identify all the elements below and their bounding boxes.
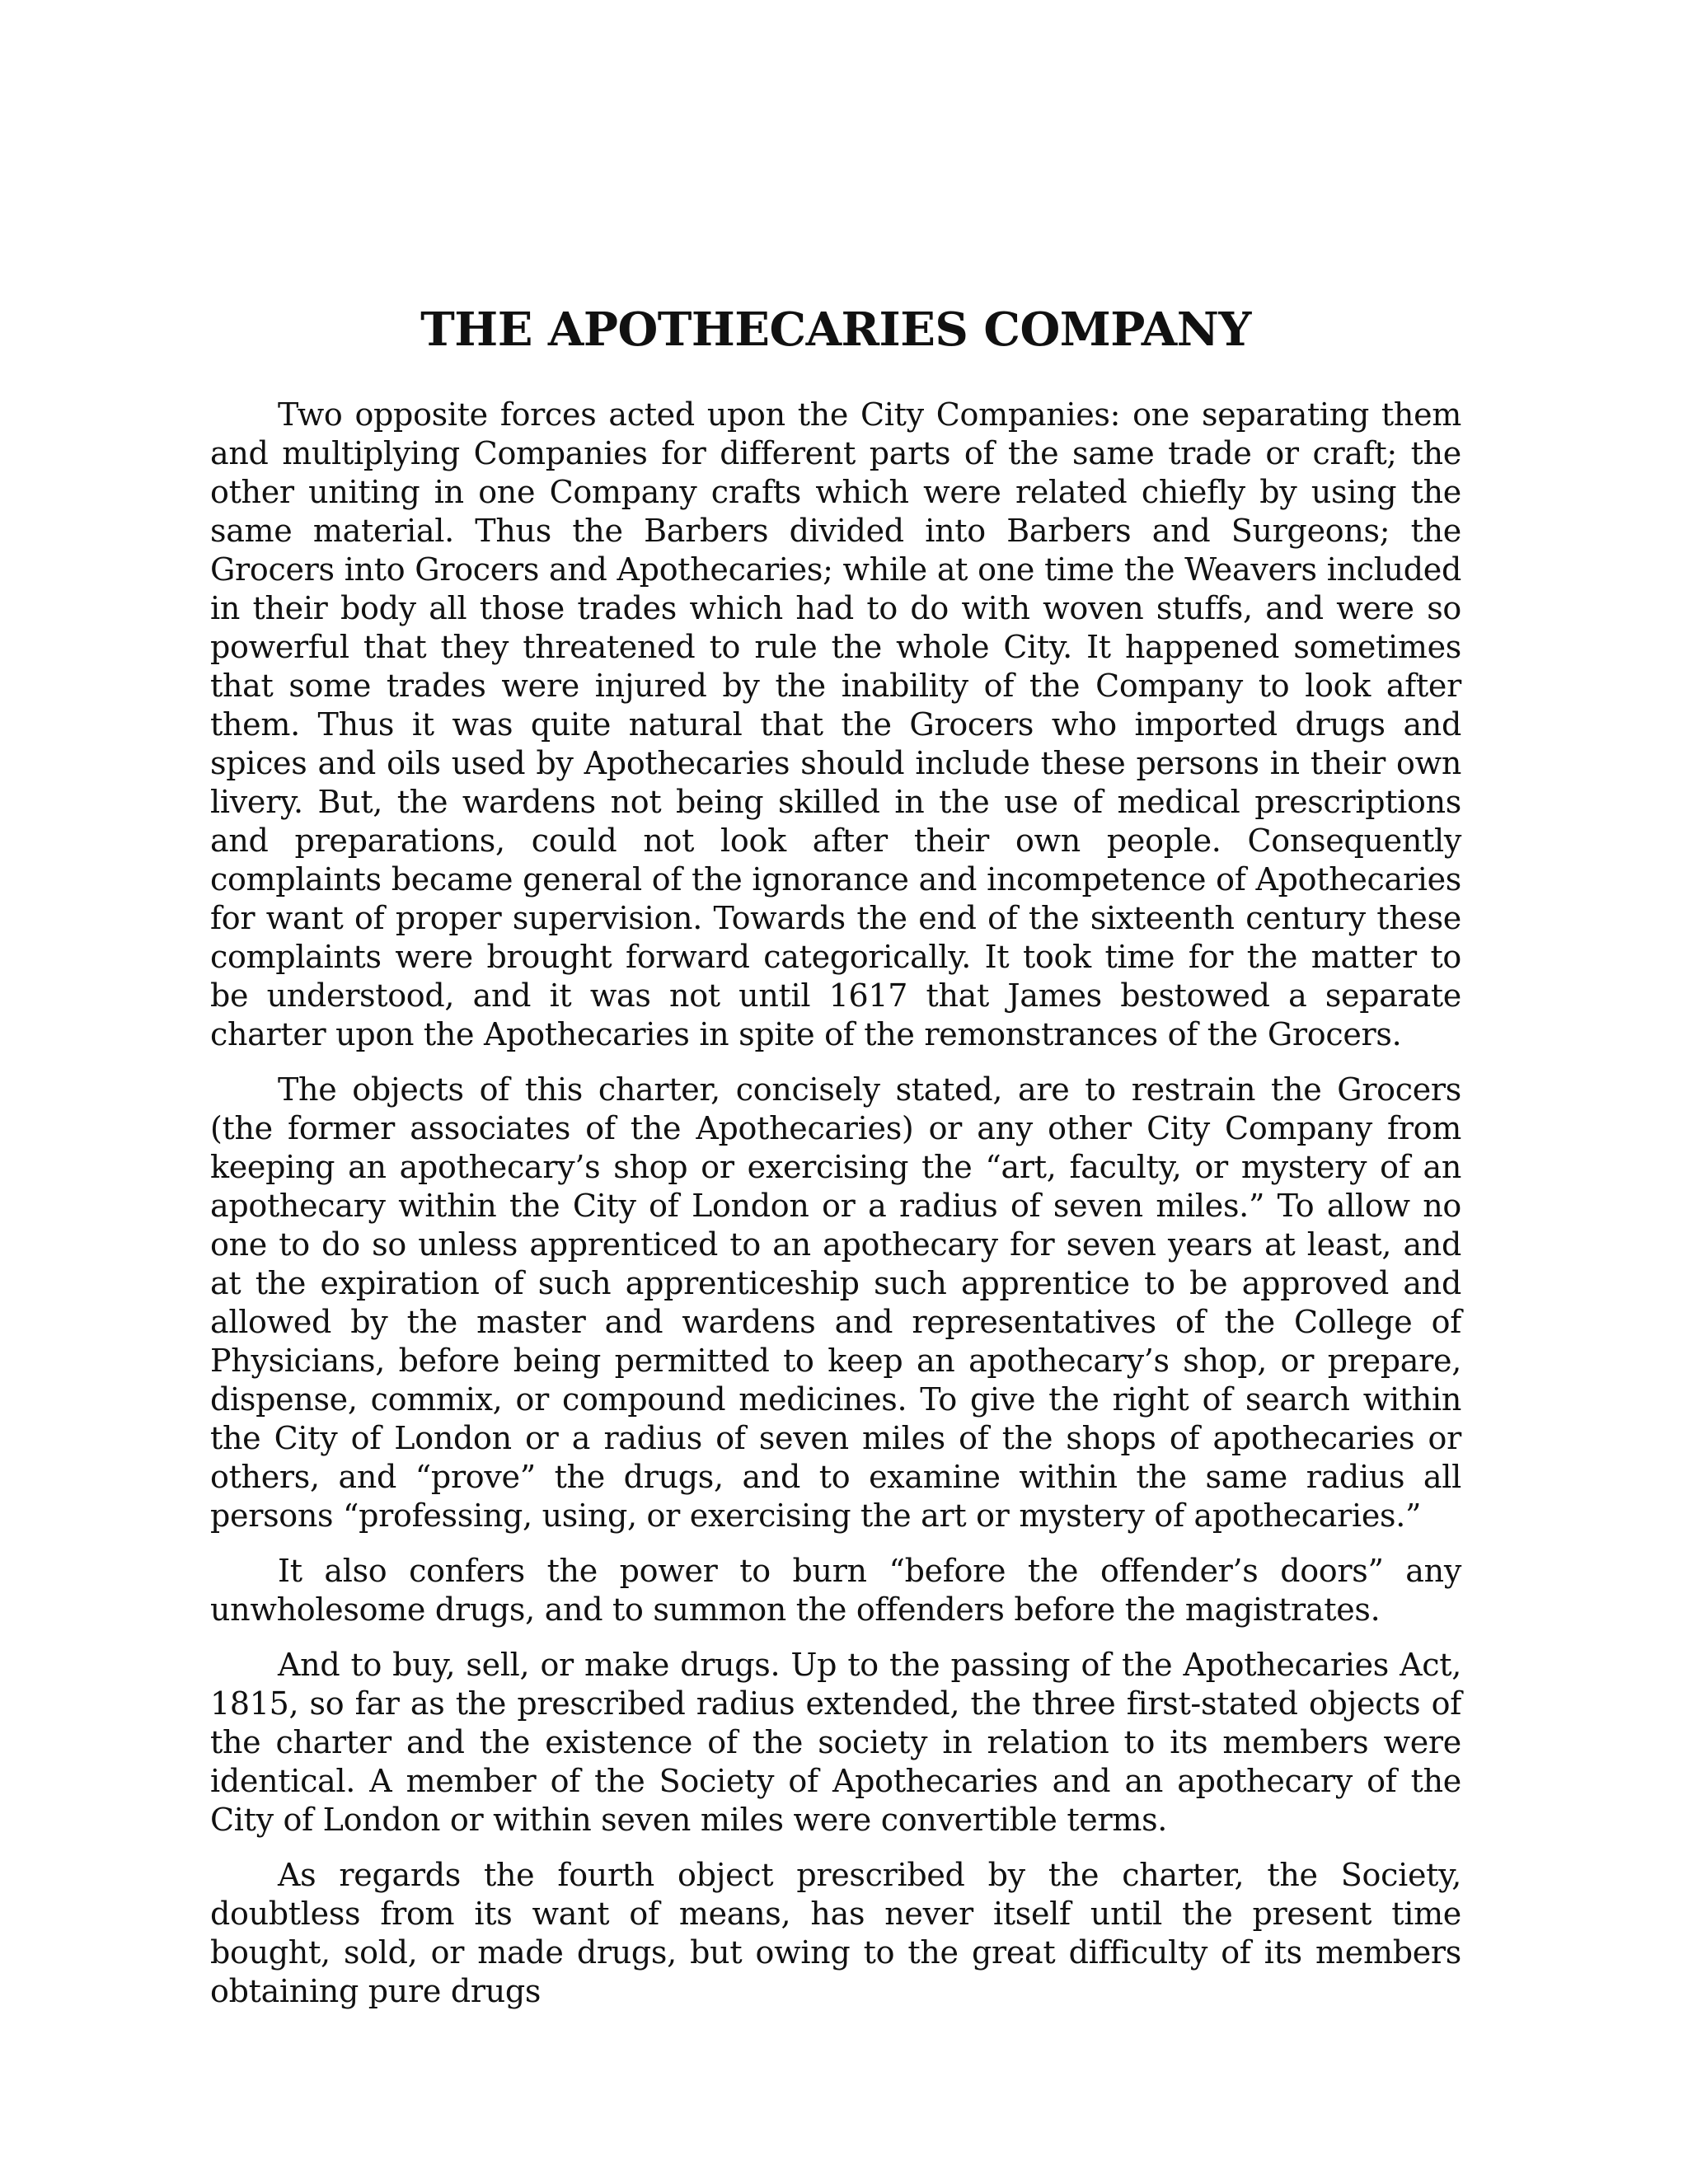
document-page <box>210 297 1461 2027</box>
paragraph-5: As regards the fourth object prescribed by the charter, the Society, doubtless from its want of means, has never itself until the present time bought, sold, or made drugs, but owing to the great difficulty of its members obtaining pure drugs <box>210 1857 1461 2009</box>
paragraph-4: And to buy, sell, or make drugs. Up to the passing of the Apothecaries Act, 1815, so far as the prescribed radius extended, the three first-stated objects of the charter and the existence of the society in relation to its members were identical. A member of the Society of Apothecaries and an apothecary of the City of London or within seven miles were convertible terms. <box>210 1647 1461 1838</box>
page-title: THE APOTHECARIES COMPANY <box>420 302 1251 357</box>
paragraph-3: It also confers the power to burn “before the offender’s doors” any unwholesome drugs, and to summon the offenders before the magistrates. <box>210 1553 1461 1628</box>
paragraph-1: Two opposite forces acted upon the City Companies: one separating them and multiplying Companies for different parts of the same trade or craft; the other uniting in one Company crafts which were related chiefly by using the same material. Thus the Barbers divided into Barbers and Surgeons; the Grocers into Grocers and Apothecaries; while at one time the Weavers included in their body all those trades which had to do with woven stuffs, and were so powerful that they threatened to rule the whole City. It happened sometimes that some trades were injured by the inability of the Company to look after them. Thus it was quite natural that the Grocers who imported drugs and spices and oils used by Apothecaries should include these persons in their own livery. But, the wardens not being skilled in the use of medical prescriptions and preparations, could not look after their own people. Consequently complaints became general of the ignorance and incompetence of Apothecaries for want of proper supervision. Towards the end of the sixteenth century these complaints were brought forward categorically. It took time for the matter to be understood, and it was not until 1617 that James bestowed a separate charter upon the Apothecaries in spite of the remonstrances of the Grocers. <box>210 396 1461 1052</box>
paragraph-2: The objects of this charter, concisely stated, are to restrain the Grocers (the former associates of the Apothecaries) or any other City Company from keeping an apothecary’s shop or exercising the “art, faculty, or mystery of an apothecary within the City of London or a radius of seven miles.” To allow no one to do so unless apprenticed to an apothecary for seven years at least, and at the expiration of such apprenticeship such apprentice to be approved and allowed by the master and wardens and representatives of the College of Physicians, before being permitted to keep an apothecary’s shop, or prepare, dispense, commix, or compound medicines. To give the right of search within the City of London or a radius of seven miles of the shops of apothecaries or others, and “prove” the drugs, and to examine within the same radius all persons “professing, using, or exercising the art or mystery of apothecaries.” <box>210 1071 1461 1534</box>
